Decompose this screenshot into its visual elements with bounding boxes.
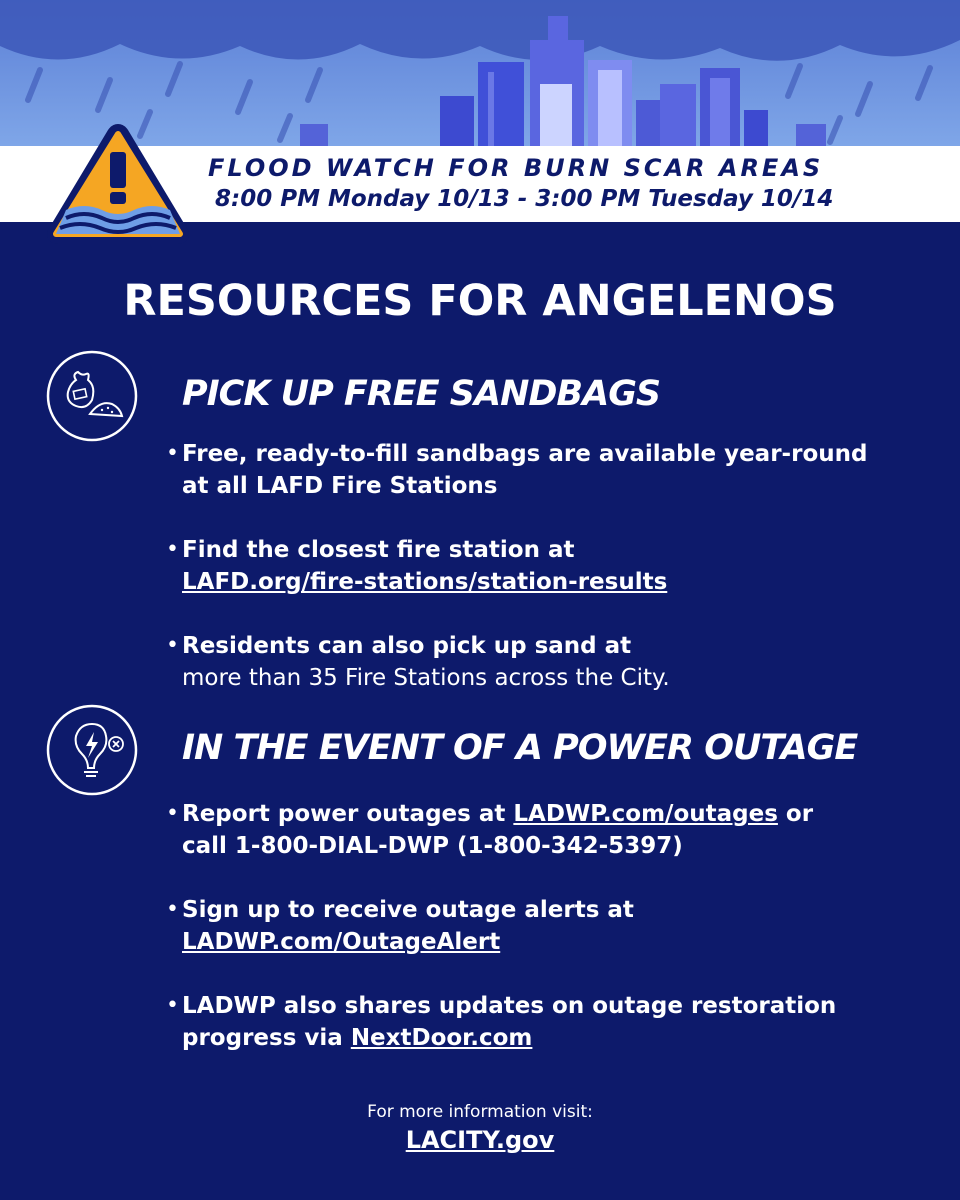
list-item: • Free, ready-to-fill sandbags are available year-round at all LAFD Fire Stations	[166, 438, 946, 502]
lafd-station-link[interactable]: LAFD.org/fire-stations/station-results	[182, 569, 668, 595]
lacity-link[interactable]: LACITY.gov	[405, 1126, 555, 1154]
page-title: RESOURCES FOR ANGELENOS	[123, 276, 837, 326]
ladwp-outages-link[interactable]: LADWP.com/outages	[513, 801, 778, 827]
lightbulb-outage-icon	[46, 704, 138, 796]
ladwp-alert-link[interactable]: LADWP.com/OutageAlert	[182, 929, 501, 955]
flood-watch-time: 8:00 PM Monday 10/13 - 3:00 PM Tuesday 10/14	[215, 186, 834, 212]
bullet-dot: •	[166, 537, 179, 562]
nextdoor-link[interactable]: NextDoor.com	[350, 1025, 533, 1051]
list-item: • Sign up to receive outage alerts at LADWP.com/OutageAlert	[166, 894, 946, 958]
bullet-dot: •	[166, 801, 179, 826]
bullet-dot: •	[166, 897, 179, 922]
sandbags-heading: PICK UP FREE SANDBAGS	[182, 374, 661, 414]
bullet-dot: •	[166, 633, 179, 658]
power-outage-heading: IN THE EVENT OF A POWER OUTAGE	[182, 728, 858, 768]
list-item: • Report power outages at LADWP.com/outages or call 1-800-DIAL-DWP (1-800-342-5397)	[166, 798, 946, 862]
bullet-dot: •	[166, 441, 179, 466]
list-item: • LADWP also shares updates on outage restoration progress via NextDoor.com	[166, 990, 946, 1054]
flood-watch-title: FLOOD WATCH FOR BURN SCAR AREAS	[208, 154, 824, 182]
sandbag-icon	[46, 350, 138, 442]
bullet-dot: •	[166, 993, 179, 1018]
footer-label: For more information visit:	[367, 1102, 593, 1122]
flood-warning-icon	[44, 118, 192, 248]
list-item: • Residents can also pick up sand at more than 35 Fire Stations across the City.	[166, 630, 946, 694]
list-item: • Find the closest fire station at LAFD.org/fire-stations/station-results	[166, 534, 946, 598]
